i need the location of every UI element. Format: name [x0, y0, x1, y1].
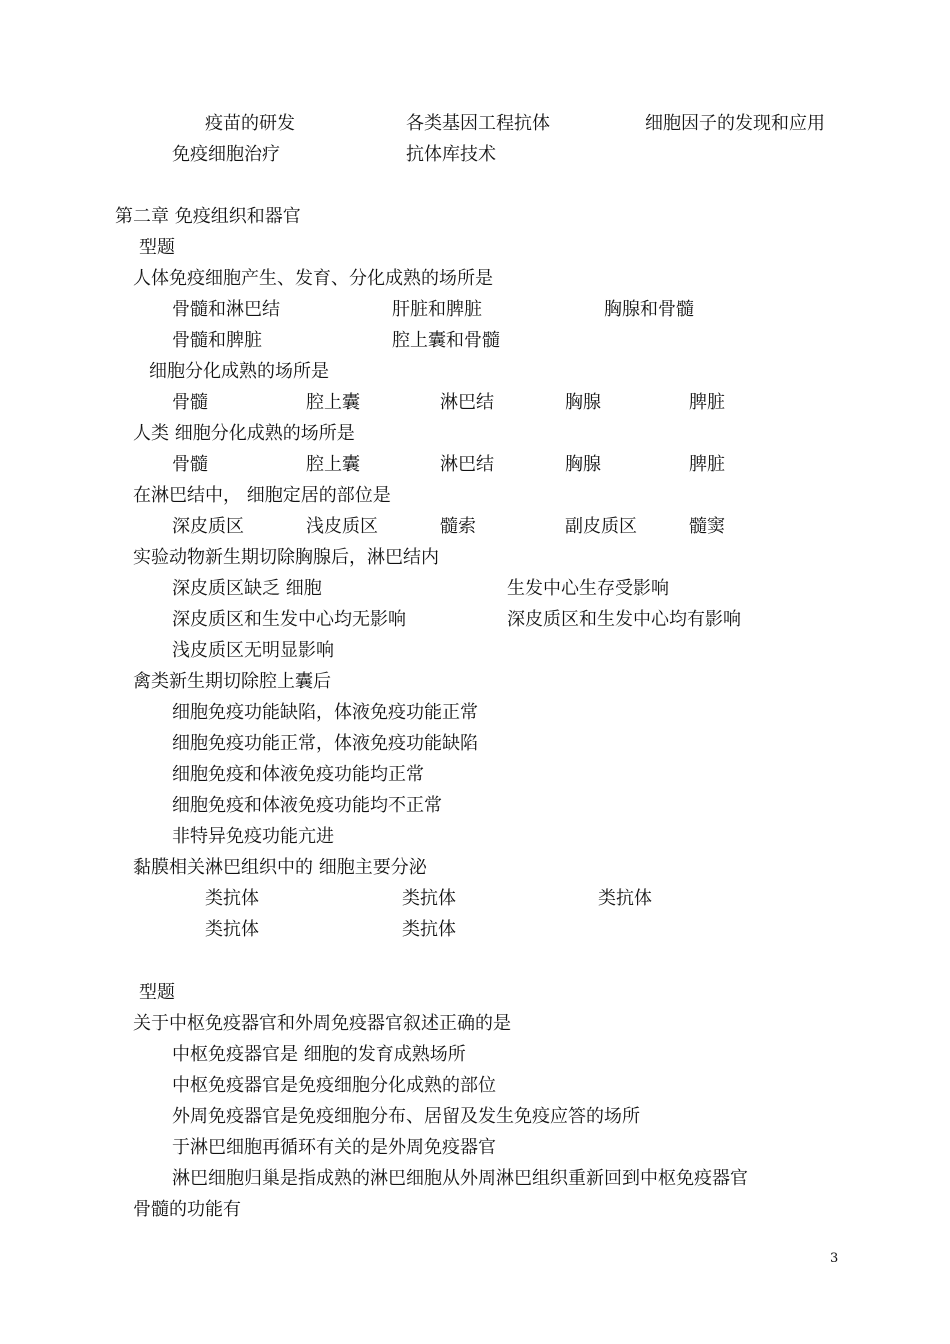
answer-option: 深皮质区缺乏 细胞: [172, 578, 322, 599]
question-stem: 禽类新生期切除腔上囊后: [133, 671, 331, 692]
intro-option-5: 抗体库技术: [406, 144, 496, 165]
question-stem: 骨髓的功能有: [133, 1199, 241, 1220]
answer-option: 腔上囊: [306, 392, 360, 413]
question-stem: 细胞分化成熟的场所是: [149, 361, 329, 382]
answer-option: 深皮质区和生发中心均无影响: [172, 609, 406, 630]
section-heading-x: 型题: [139, 982, 175, 1003]
question-stem: 在淋巴结中， 细胞定居的部位是: [133, 485, 391, 506]
answer-option: 胸腺和骨髓: [604, 299, 694, 320]
answer-option: 生发中心生存受影响: [507, 578, 669, 599]
answer-option: 类抗体: [402, 919, 456, 940]
answer-option: 类抗体: [598, 888, 652, 909]
answer-option: 骨髓: [172, 454, 208, 475]
answer-option: 肝脏和脾脏: [392, 299, 482, 320]
intro-option-3: 细胞因子的发现和应用: [645, 113, 825, 134]
intro-option-1: 疫苗的研发: [205, 113, 295, 134]
answer-option: 髓索: [440, 516, 476, 537]
answer-option: 类抗体: [402, 888, 456, 909]
answer-option: 副皮质区: [565, 516, 637, 537]
answer-option: 于淋巴细胞再循环有关的是外周免疫器官: [172, 1137, 496, 1158]
section-heading-a: 型题: [139, 237, 175, 258]
question-stem: 人体免疫细胞产生、发育、分化成熟的场所是: [133, 268, 493, 289]
answer-option: 深皮质区: [172, 516, 244, 537]
intro-option-2: 各类基因工程抗体: [406, 113, 550, 134]
answer-option: 细胞免疫和体液免疫功能均正常: [172, 764, 424, 785]
question-stem: 黏膜相关淋巴组织中的 细胞主要分泌: [133, 857, 427, 878]
answer-option: 深皮质区和生发中心均有影响: [507, 609, 741, 630]
answer-option: 腔上囊: [306, 454, 360, 475]
answer-option: 淋巴结: [440, 454, 494, 475]
answer-option: 骨髓和脾脏: [172, 330, 262, 351]
answer-option: 胸腺: [565, 454, 601, 475]
page-number: 3: [830, 1251, 839, 1266]
answer-option: 类抗体: [205, 888, 259, 909]
answer-option: 中枢免疫器官是 细胞的发育成熟场所: [172, 1044, 466, 1065]
answer-option: 细胞免疫功能缺陷，体液免疫功能正常: [172, 702, 478, 723]
answer-option: 骨髓和淋巴结: [172, 299, 280, 320]
answer-option: 骨髓: [172, 392, 208, 413]
answer-option: 浅皮质区无明显影响: [172, 640, 334, 661]
answer-option: 淋巴结: [440, 392, 494, 413]
answer-option: 腔上囊和骨髓: [392, 330, 500, 351]
answer-option: 胸腺: [565, 392, 601, 413]
answer-option: 非特异免疫功能亢进: [172, 826, 334, 847]
answer-option: 细胞免疫和体液免疫功能均不正常: [172, 795, 442, 816]
answer-option: 外周免疫器官是免疫细胞分布、居留及发生免疫应答的场所: [172, 1106, 640, 1127]
answer-option: 髓窦: [689, 516, 725, 537]
chapter-title: 第二章 免疫组织和器官: [115, 206, 301, 227]
answer-option: 细胞免疫功能正常，体液免疫功能缺陷: [172, 733, 478, 754]
answer-option: 浅皮质区: [306, 516, 378, 537]
answer-option: 淋巴细胞归巢是指成熟的淋巴细胞从外周淋巴组织重新回到中枢免疫器官: [172, 1168, 748, 1189]
answer-option: 脾脏: [689, 454, 725, 475]
intro-option-4: 免疫细胞治疗: [172, 144, 280, 165]
answer-option: 中枢免疫器官是免疫细胞分化成熟的部位: [172, 1075, 496, 1096]
answer-option: 脾脏: [689, 392, 725, 413]
answer-option: 类抗体: [205, 919, 259, 940]
question-stem: 实验动物新生期切除胸腺后，淋巴结内: [133, 547, 439, 568]
question-stem: 关于中枢免疫器官和外周免疫器官叙述正确的是: [133, 1013, 511, 1034]
question-stem: 人类 细胞分化成熟的场所是: [133, 423, 355, 444]
